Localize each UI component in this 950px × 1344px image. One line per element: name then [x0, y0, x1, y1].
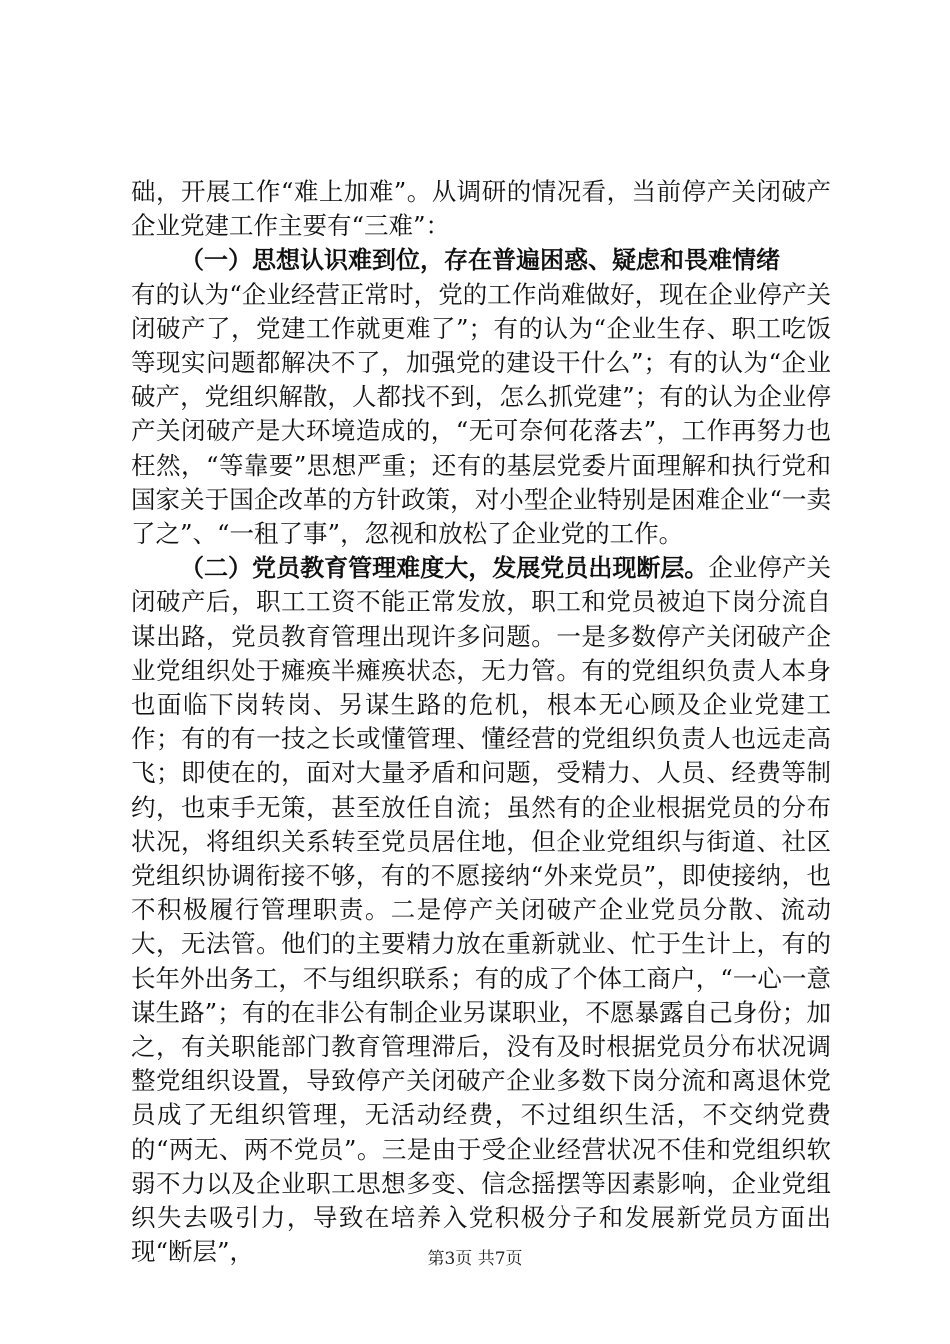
paragraph-section-two	[131, 551, 831, 1269]
section-heading-two: （二）党员教育管理难度大，发展党员出现断层。	[180, 554, 709, 583]
page-footer: 第3页 共7页	[427, 1249, 523, 1269]
paragraph-section-one: 有的认为“企业经营正常时，党的工作尚难做好，现在企业停产关闭破产了，党建工作就更难了”；有的认为“企业生存、职工吃饭等现实问题都解决不了，加强党的建设干什么”；有的认为“企业破产，党组织解散，人都找不到，怎么抓党建”；有的认为企业停产关闭破产是大环境造成的，“无可奈何花落去”，工作再努力也枉然，“等靠要”思想严重；还有的基层党委片面理解和执行党和国家关于国企改革的方针政策，对小型企业特别是困难企业“一卖了之”、“一租了事”，忽视和放松了企业党的工作。	[131, 279, 831, 549]
paragraph-intro: 础，开展工作“难上加难”。从调研的情况看，当前停产关闭破产企业党建工作主要有“三难”：	[131, 177, 831, 241]
document-body	[131, 175, 831, 1270]
paragraph-section-two-body: 企业停产关闭破产后，职工工资不能正常发放，职工和党员被迫下岗分流自谋出路，党员教育管理出现许多问题。一是多数停产关闭破产企业党组织处于瘫痪半瘫痪状态，无力管。有的党组织负责人本身也面临下岗转岗、另谋生路的危机，根本无心顾及企业党建工作；有的有一技之长或懂管理、懂经营的党组织负责人也远走高飞；即使在的，面对大量矛盾和问题，受精力、人员、经费等制约，也束手无策，甚至放任自流；虽然有的企业根据党员的分布状况，将组织关系转至党员居住地，但企业党组织与街道、社区党组织协调衔接不够，有的不愿接纳“外来党员”，即使接纳，也不积极履行管理职责。二是停产关闭破产企业党员分散、流动大，无法管。他们的主要精力放在重新就业、忙于生计上，有的长年外出务工，不与组织联系；有的成了个体工商户，“一心一意谋生路”；有的在非公有制企业另谋职业，不愿暴露自己身份；加之，有关职能部门教育管理滞后，没有及时根据党员分布状况调整党组织设置，导致停产关闭破产企业多数下岗分流和离退休党员成了无组织管理，无活动经费，不过组织生活，不交纳党费的“两无、两不党员”。三是由于受企业经营状况不佳和党组织软弱不力以及企业职工思想多变、信念摇摆等因素影响，企业党组织失去吸引力，导致在培养入党积极分子和发展新党员方面出现“断层”，	[131, 553, 831, 1267]
section-heading-one: （一）思想认识难到位，存在普遍困惑、疑虑和畏难情绪	[180, 246, 780, 275]
